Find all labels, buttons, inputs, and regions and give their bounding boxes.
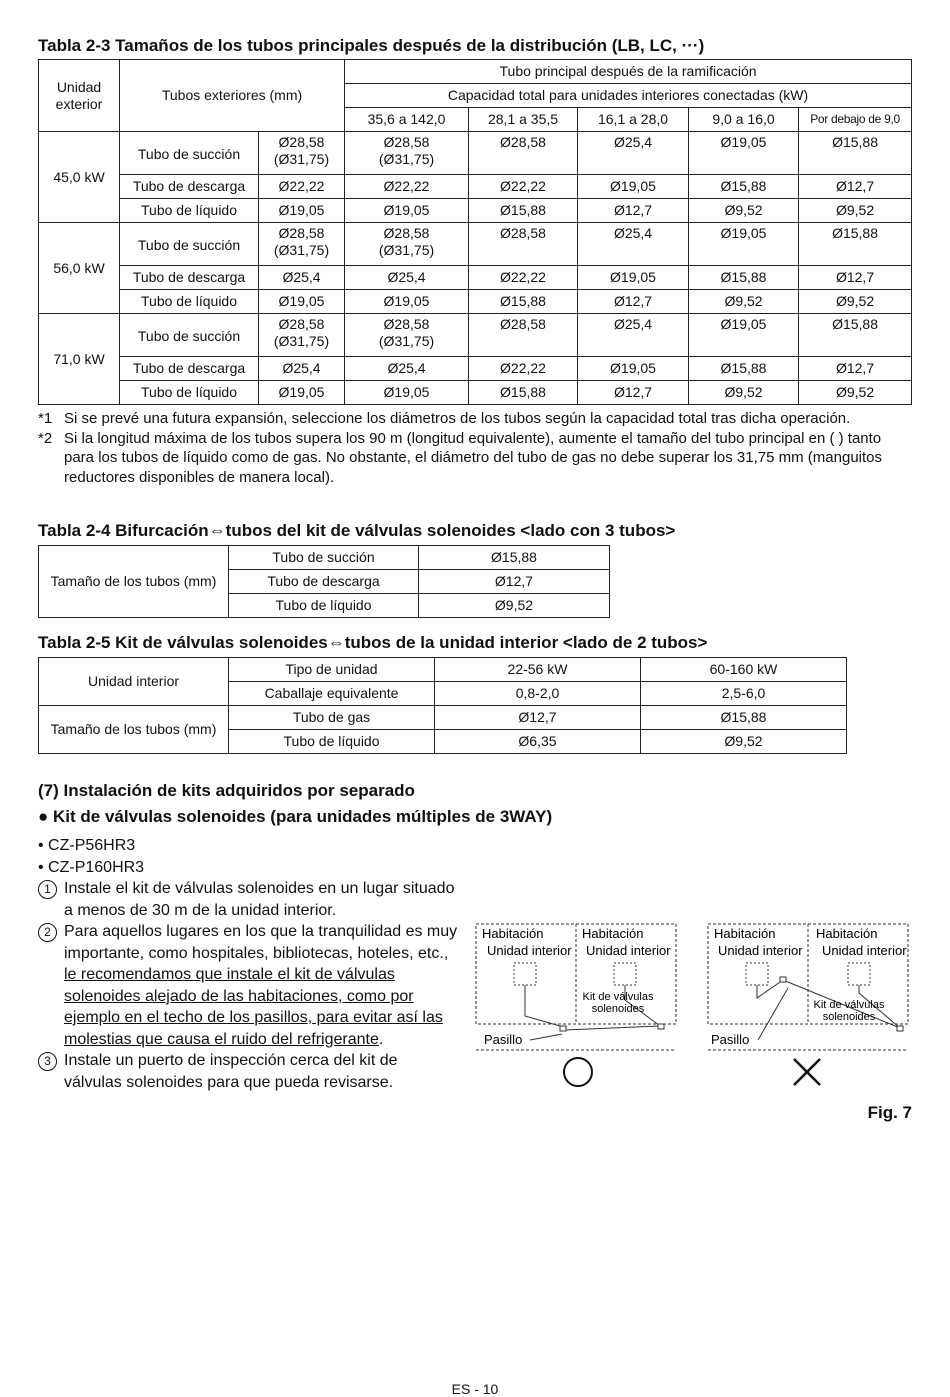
table-row [39,381,912,405]
section-7-body [38,835,458,1093]
step-2: 2 Para aquellos lugares en los que la tranquilidad es muy importante, como hospitales, bibliotecas, hoteles, etc., le recomendamos que instale el kit de válvulas solenoides alejado de las habitaciones, como por ejemplo en el techo de los pasillos, para evitar así las molestias que causa el ruido del refrigerante. [38,921,458,1050]
pipe-name: Tubo de descarga [229,570,419,594]
main-size: Ø25,4 [578,314,689,357]
main-size: Ø15,88 [469,199,578,223]
pipe-name: Tubo de líquido [120,290,259,314]
main-size: Ø28,58 (Ø31,75) [345,223,469,266]
main-size: Ø15,88 [469,290,578,314]
unit-capacity: 56,0 kW [39,223,120,314]
indoor-unit-label: Unidad interior [586,943,671,958]
corridor-label: Pasillo [711,1032,750,1047]
row-name: Tipo de unidad [229,658,435,682]
table-2-4 [38,545,610,618]
section-7-subtitle: ● Kit de válvulas solenoides (para unidades múltiples de 3WAY) [38,807,553,826]
main-size: Ø28,58 (Ø31,75) [345,314,469,357]
footnote: *2 Si la longitud máxima de los tubos supera los 90 m (longitud equivalente), aumente el tamaño del tubo principal en ( ) tanto para los tubos de líquido como de gas. No obstante, el diámetro del tubo de gas no debe superar los 31,75 mm (manguitos reductores disponibles de manera local). [38,429,882,486]
main-size: Ø15,88 [689,175,799,199]
main-size: Ø19,05 [578,175,689,199]
cap-header: 9,0 a 16,0 [689,108,799,132]
main-size: Ø12,7 [799,266,912,290]
table-row [39,314,912,357]
table-row [39,266,912,290]
cell: Ø9,52 [641,730,847,754]
main-size: Ø19,05 [578,266,689,290]
main-size: Ø28,58 [469,132,578,175]
footnote: *1 Si se prevé una futura expansión, seleccione los diámetros de los tubos según la capacidad total tras dicha operación. [38,410,851,427]
main-size: Ø25,4 [578,132,689,175]
main-size: Ø19,05 [345,199,469,223]
main-size: Ø12,7 [799,175,912,199]
main-size: Ø15,88 [689,357,799,381]
row-name: Caballaje equivalente [229,682,435,706]
room-label: Habitación [816,926,878,941]
cap-header: 35,6 a 142,0 [345,108,469,132]
pipe-value: Ø9,52 [419,594,610,618]
correct-circle-icon [564,1058,592,1086]
main-size: Ø12,7 [799,357,912,381]
step-number: 1 [38,880,57,899]
table-row [39,223,912,266]
main-size: Ø19,05 [345,290,469,314]
pipe-name: Tubo de descarga [120,175,259,199]
page-number: ES - 10 [451,1381,499,1397]
main-size: Ø12,7 [578,199,689,223]
table-row [39,357,912,381]
table-row [39,199,912,223]
main-size: Ø19,05 [689,223,799,266]
section-7-title: (7) Instalación de kits adquiridos por separado [38,781,415,800]
row-name: Tubo de líquido [229,730,435,754]
exterior-size: Ø19,05 [259,290,345,314]
main-size: Ø15,88 [689,266,799,290]
cell: Ø12,7 [435,706,641,730]
exterior-size: Ø28,58 (Ø31,75) [259,314,345,357]
main-size: Ø22,22 [469,175,578,199]
main-size: Ø12,7 [578,290,689,314]
footnotes [38,409,908,487]
table-2-5 [38,657,847,754]
cell: Ø6,35 [435,730,641,754]
indoor-unit-label: Unidad interior [718,943,803,958]
header-unidad-exterior: Unidad exterior [39,60,120,132]
main-size: Ø9,52 [689,290,799,314]
row-name: Tubo de gas [229,706,435,730]
header-tubos-exteriores: Tubos exteriores (mm) [120,60,345,132]
cap-header: 28,1 a 35,5 [469,108,578,132]
unit-capacity: 71,0 kW [39,314,120,405]
fig-7-diagram [470,918,920,1098]
main-size: Ø15,88 [799,314,912,357]
main-size: Ø22,22 [469,357,578,381]
exterior-size: Ø28,58 (Ø31,75) [259,223,345,266]
main-size: Ø9,52 [799,290,912,314]
pipe-name: Tubo de líquido [120,381,259,405]
exterior-size: Ø19,05 [259,381,345,405]
pipe-name: Tubo de succión [120,314,259,357]
main-size: Ø25,4 [578,223,689,266]
main-size: Ø19,05 [578,357,689,381]
pipe-value: Ø12,7 [419,570,610,594]
group-tamano: Tamaño de los tubos (mm) [39,706,229,754]
exterior-size: Ø25,4 [259,357,345,381]
size-label: Tamaño de los tubos (mm) [39,546,229,618]
exterior-size: Ø28,58 (Ø31,75) [259,132,345,175]
model-item: • CZ-P160HR3 [38,858,145,876]
group-unidad-interior: Unidad interior [39,658,229,706]
main-size: Ø19,05 [345,381,469,405]
main-size: Ø15,88 [799,132,912,175]
main-size: Ø22,22 [345,175,469,199]
header-tubo-principal: Tubo principal después de la ramificación [345,60,912,84]
cell: 0,8-2,0 [435,682,641,706]
main-size: Ø28,58 (Ø31,75) [345,132,469,175]
cell: Ø15,88 [641,706,847,730]
main-size: Ø28,58 [469,314,578,357]
room-label: Habitación [582,926,644,941]
main-size: Ø9,52 [799,381,912,405]
room-label: Habitación [714,926,776,941]
step-1: 1 Instale el kit de válvulas solenoides en un lugar situado a menos de 30 m de la unidad interior. [38,878,458,921]
step-3: 3 Instale un puerto de inspección cerca del kit de válvulas solenoides para que pueda revisarse. [38,1050,458,1093]
pipe-value: Ø15,88 [419,546,610,570]
corridor-label: Pasillo [484,1032,523,1047]
main-size: Ø19,05 [689,314,799,357]
unit-capacity: 45,0 kW [39,132,120,223]
main-size: Ø15,88 [799,223,912,266]
table-2-3-title: Tabla 2-3 Tamaños de los tubos principales después de la distribución (LB, LC, ···) [38,36,705,55]
cell: 2,5-6,0 [641,682,847,706]
cell: 22-56 kW [435,658,641,682]
indoor-unit-icons [514,963,870,985]
table-row [39,175,912,199]
main-size: Ø28,58 [469,223,578,266]
main-size: Ø12,7 [578,381,689,405]
kit-label: solenoides [591,1003,645,1015]
cell: 60-160 kW [641,658,847,682]
pipe-name: Tubo de succión [120,132,259,175]
main-size: Ø9,52 [689,381,799,405]
cap-header: 16,1 a 28,0 [578,108,689,132]
step-number: 2 [38,923,57,942]
table-row [39,290,912,314]
exterior-size: Ø22,22 [259,175,345,199]
main-size: Ø22,22 [469,266,578,290]
kit-label: solenoides [822,1011,876,1023]
table-2-4-title: Tabla 2-4 Bifurcación⇔tubos del kit de válvulas solenoides <lado con 3 tubos> [38,521,676,540]
main-size: Ø9,52 [689,199,799,223]
pipe-name: Tubo de líquido [229,594,419,618]
pipe-name: Tubo de descarga [120,357,259,381]
pipe-name: Tubo de descarga [120,266,259,290]
pipe-name: Tubo de succión [229,546,419,570]
table-row [39,132,912,175]
table-2-5-title: Tabla 2-5 Kit de válvulas solenoides⇔tubos de la unidad interior <lado de 2 tubos> [38,633,708,652]
pipe-name: Tubo de succión [120,223,259,266]
main-size: Ø25,4 [345,266,469,290]
model-item: • CZ-P56HR3 [38,837,136,854]
main-size: Ø9,52 [799,199,912,223]
kit-label: Kit de válvulas [582,991,654,1003]
step-number: 3 [38,1052,57,1071]
indoor-unit-label: Unidad interior [487,943,572,958]
main-size: Ø19,05 [689,132,799,175]
main-size: Ø25,4 [345,357,469,381]
pipe-name: Tubo de líquido [120,199,259,223]
incorrect-cross-icon [794,1059,820,1085]
exterior-size: Ø25,4 [259,266,345,290]
table-2-3 [38,59,912,405]
exterior-size: Ø19,05 [259,199,345,223]
main-size: Ø15,88 [469,381,578,405]
header-capacidad: Capacidad total para unidades interiores conectadas (kW) [345,84,912,108]
kit-label: Kit de válvulas [813,999,885,1011]
figure-label: Fig. 7 [867,1103,912,1122]
cap-header: Por debajo de 9,0 [799,108,912,132]
indoor-unit-label: Unidad interior [822,943,907,958]
room-label: Habitación [482,926,544,941]
